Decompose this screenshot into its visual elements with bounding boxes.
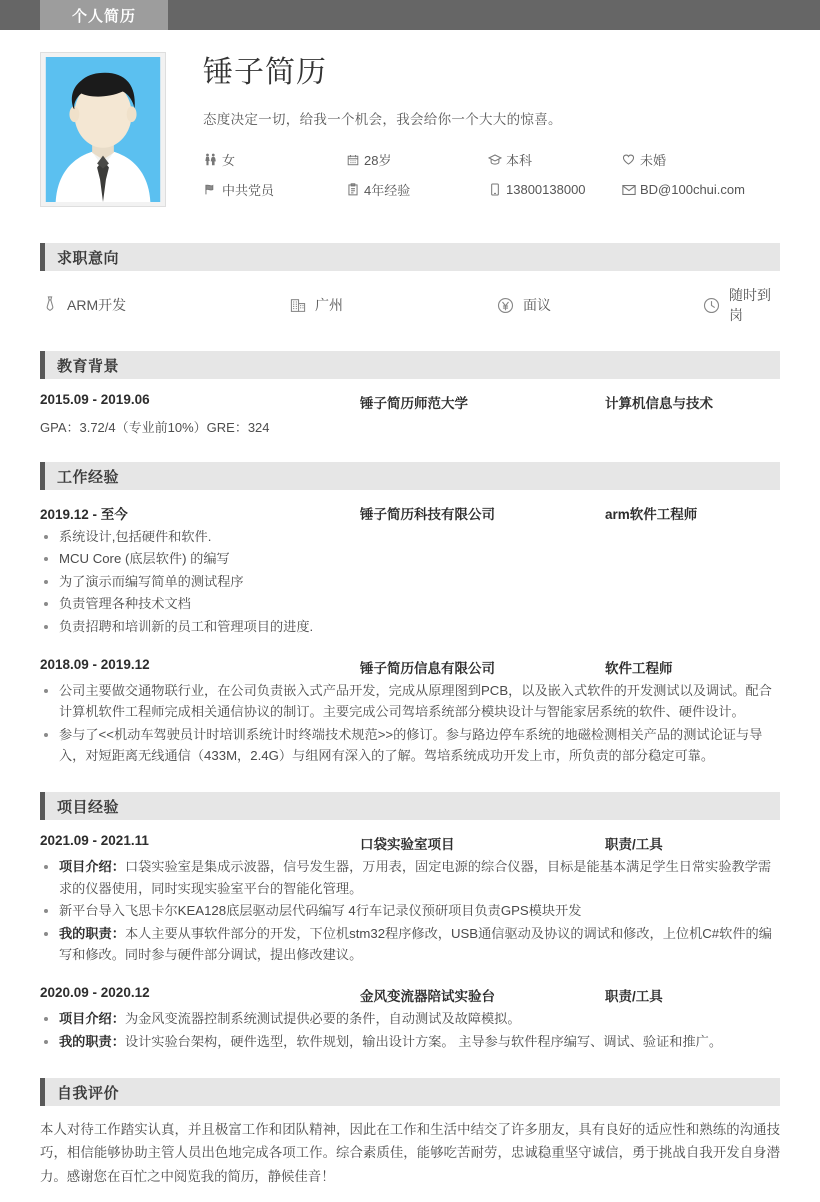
fact-marital-text: 未婚 xyxy=(640,153,667,168)
bullet-label: 我的职责： xyxy=(59,1033,125,1049)
project-name: 金风变流器陪试实验台 xyxy=(360,989,495,1005)
fact-political-text: 中共党员 xyxy=(222,183,275,198)
section-title-evaluation: 自我评价 xyxy=(57,1084,120,1102)
section-title-education: 教育背景 xyxy=(57,357,120,375)
work-role: 软件工程师 xyxy=(605,660,673,676)
fact-education xyxy=(487,150,621,169)
bullet-text: 为了演示而编写简单的测试程序 xyxy=(59,573,244,589)
profile-slogan: 态度决定一切，给我一个机会，我会给你一个大大的惊喜。 xyxy=(203,112,562,127)
intent-availability xyxy=(702,285,780,325)
top-banner xyxy=(0,0,820,30)
list-item xyxy=(40,923,780,966)
intent-city-text: 广州 xyxy=(315,297,343,313)
avatar xyxy=(40,52,166,207)
project-bullets xyxy=(40,856,780,965)
work-role: arm软件工程师 xyxy=(605,507,698,522)
graduation-cap-icon xyxy=(487,153,502,167)
list-item xyxy=(40,680,780,723)
education-date: 2015.09 - 2019.06 xyxy=(40,392,150,407)
fact-email xyxy=(621,180,780,199)
list-item xyxy=(40,900,780,921)
section-title-intent: 求职意向 xyxy=(57,249,120,267)
profile-header xyxy=(40,30,780,217)
section-title-work: 工作经验 xyxy=(57,468,120,486)
project-date: 2021.09 - 2021.11 xyxy=(40,833,149,849)
list-item xyxy=(40,571,780,592)
list-item xyxy=(40,1031,780,1052)
intent-salary xyxy=(496,285,702,325)
bullet-text: 口袋实验室是集成示波器，信号发生器，万用表，固定电源的综合仪器，目标是能基本满足学生日常实验教学需求的仪器使用，同时实现实验室平台的智能化管理。 xyxy=(59,859,772,896)
fact-experience xyxy=(345,180,487,199)
project-role: 职责/工具 xyxy=(605,837,663,853)
list-item xyxy=(40,526,780,547)
resume-title-tab: 个人简历 xyxy=(40,0,168,30)
project-entry-head xyxy=(40,833,780,853)
bullet-text: 负责管理各种技术文档 xyxy=(59,596,191,612)
bullet-text: 参与了<<机动车驾驶员计时培训系统计时终端技术规范>>的修订。参与路边停车系统的地磁检测相关产品的测试论证与导入，对短距离无线通信（433M，2.4G）与组网有深入的了解。驾培系统成功开发上市，所负责的部分稳定可靠。 xyxy=(59,726,763,763)
profile-facts xyxy=(203,150,780,199)
work-entry-head xyxy=(40,657,780,677)
page-title: 锤子简历 xyxy=(203,56,327,89)
bullet-text: 设计实验台架构，硬件选型，软件规划，输出设计方案。 主导参与软件程序编写、调试、验证和推广。 xyxy=(124,1033,723,1049)
section-title-project: 项目经验 xyxy=(57,798,120,816)
work-company: 锤子简历信息有限公司 xyxy=(360,660,495,676)
profile-body xyxy=(166,52,780,207)
gender-icon xyxy=(203,153,218,167)
project-role: 职责/工具 xyxy=(605,989,663,1005)
section-header-intent xyxy=(40,243,780,271)
intent-salary-text: 面议 xyxy=(523,297,551,313)
list-item xyxy=(40,724,780,767)
list-item xyxy=(40,548,780,569)
clipboard-icon xyxy=(345,183,360,197)
bullet-text: 本人主要从事软件部分的开发，下位机stm32程序修改，USB通信驱动及协议的调试和修改，上位机C#软件的编写和修改。同时参与硬件部分调试，提出修改建议。 xyxy=(59,925,772,962)
education-entry-head xyxy=(40,392,780,412)
education-detail: GPA：3.72/4（专业前10%）GRE：324 xyxy=(40,420,270,435)
fact-phone xyxy=(487,180,621,199)
avatar-illustration xyxy=(45,57,161,202)
job-intent-row xyxy=(40,285,780,325)
resume-page xyxy=(0,30,820,1202)
work-entry xyxy=(40,503,780,637)
intent-city xyxy=(288,285,496,325)
mobile-icon xyxy=(487,183,502,197)
project-entry xyxy=(40,985,780,1052)
list-item xyxy=(40,616,780,637)
list-item xyxy=(40,1008,780,1029)
project-name: 口袋实验室项目 xyxy=(360,837,455,853)
work-entry-head xyxy=(40,503,780,523)
bullet-label: 项目介绍： xyxy=(59,859,125,875)
intent-position-text: ARM开发 xyxy=(67,297,127,313)
bullet-label: 项目介绍： xyxy=(59,1011,125,1027)
list-item xyxy=(40,856,780,899)
work-entry xyxy=(40,657,780,767)
fact-political xyxy=(203,180,345,199)
heart-icon xyxy=(621,153,636,167)
list-item xyxy=(40,593,780,614)
project-date: 2020.09 - 2020.12 xyxy=(40,985,150,1001)
work-date: 2018.09 - 2019.12 xyxy=(40,656,150,672)
intent-availability-text: 随时到岗 xyxy=(729,287,771,323)
bullet-text: 新平台导入飞思卡尔KEA128底层驱动层代码编写 4行车记录仪预研项目负责GPS模块开发 xyxy=(59,903,582,919)
evaluation-text: 本人对待工作踏实认真，并且极富工作和团队精神，因此在工作和生活中结交了许多朋友，具有良好的适应性和熟练的沟通技巧，相信能够协助主管人员出色地完成各项工作。综合素质佳，能够吃苦耐劳，忠诚稳重坚守诚信，勇于挑战自我开发自身潜力。感谢您在百忙之中阅览我的简历，静候佳音！ xyxy=(40,1122,780,1184)
work-company: 锤子简历科技有限公司 xyxy=(360,507,495,522)
fact-education-text: 本科 xyxy=(506,153,533,168)
fact-marital xyxy=(621,150,780,169)
fact-gender-text: 女 xyxy=(222,153,236,168)
bullet-text: 系统设计,包括硬件和软件. xyxy=(59,529,212,544)
project-entry xyxy=(40,833,780,965)
bullet-label: 我的职责： xyxy=(59,925,125,941)
work-date: 2019.12 - 至今 xyxy=(40,507,128,522)
clock-icon xyxy=(702,296,721,314)
building-icon xyxy=(288,296,307,314)
tie-icon xyxy=(40,296,59,314)
fact-gender xyxy=(203,150,345,169)
section-header-project xyxy=(40,792,780,820)
yen-icon xyxy=(496,296,515,314)
education-school: 锤子简历师范大学 xyxy=(360,396,468,411)
calendar-icon xyxy=(345,153,360,167)
bullet-text: 为金风变流器控制系统测试提供必要的条件，自动测试及故障模拟。 xyxy=(124,1011,521,1027)
intent-position xyxy=(40,285,288,325)
fact-experience-text: 4年经验 xyxy=(364,183,411,198)
bullet-text: 公司主要做交通物联行业，在公司负责嵌入式产品开发，完成从原理图到PCB，以及嵌入式软件的开发测试以及调试。配合计算机软件工程师完成相关通信协议的制订。主要完成公司驾培系统部分模块设计与智能家居系统的软件、硬件设计。 xyxy=(59,682,772,720)
section-header-work xyxy=(40,462,780,490)
bullet-text: 负责招聘和培训新的员工和管理项目的进度. xyxy=(59,618,314,634)
project-bullets xyxy=(40,1008,780,1052)
bullet-text: MCU Core (底层软件) 的编写 xyxy=(59,551,230,567)
project-entry-head xyxy=(40,985,780,1005)
work-bullets xyxy=(40,526,780,637)
party-member-icon xyxy=(203,183,218,197)
envelope-icon xyxy=(621,183,636,197)
fact-phone-text: 13800138000 xyxy=(506,182,586,197)
education-major: 计算机信息与技术 xyxy=(605,396,713,411)
section-header-education xyxy=(40,351,780,379)
work-bullets xyxy=(40,680,780,767)
bottom-spacer xyxy=(40,1188,780,1202)
section-header-evaluation xyxy=(40,1078,780,1106)
fact-age-text: 28岁 xyxy=(364,153,392,168)
education-entry xyxy=(40,392,780,436)
fact-email-text: BD@100chui.com xyxy=(640,182,745,197)
fact-age xyxy=(345,150,487,169)
